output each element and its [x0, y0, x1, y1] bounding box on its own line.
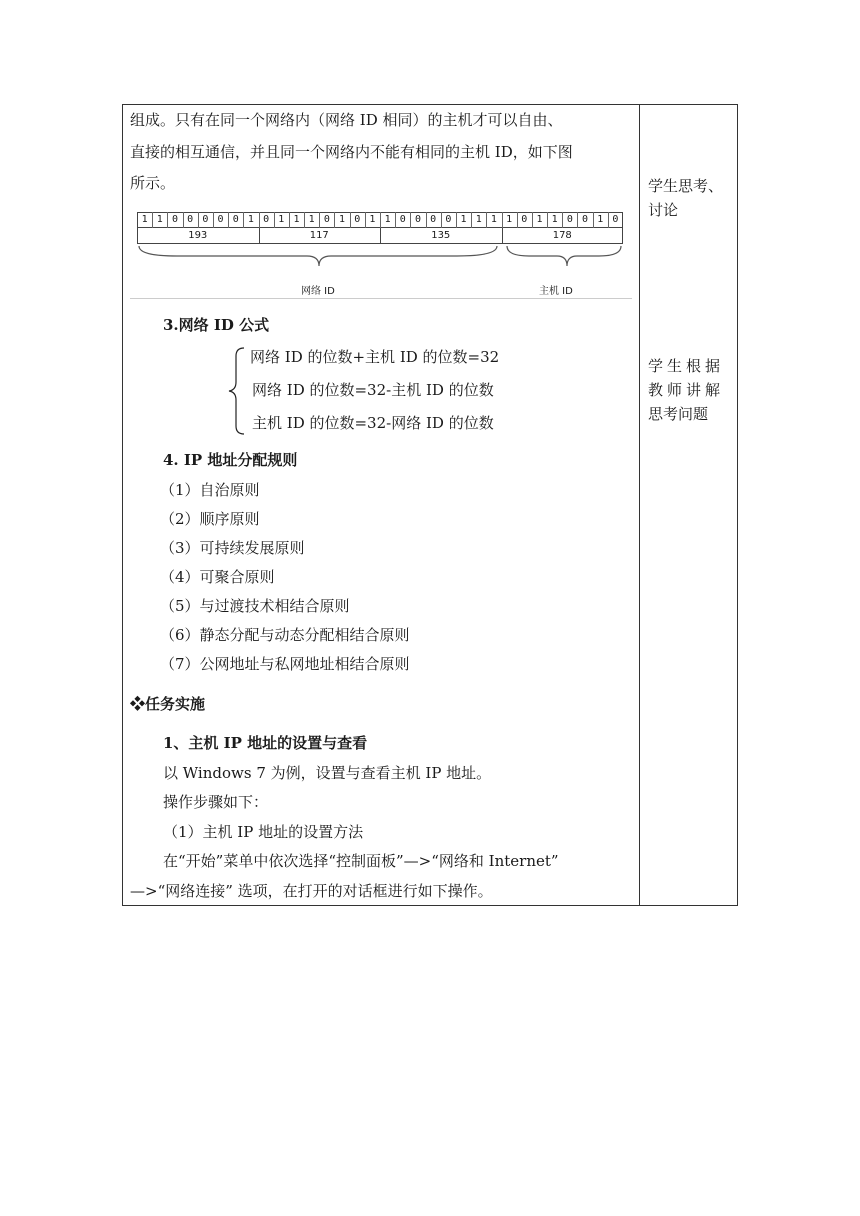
bit-cell: 0	[187, 214, 194, 225]
figure-bottom-line	[130, 298, 632, 299]
bit-separator	[334, 212, 335, 228]
octet-value: 135	[431, 230, 451, 241]
bit-cell: 0	[566, 214, 573, 225]
bit-cell: 0	[521, 214, 528, 225]
paragraph-4-line-2: —>“网络连接” 选项，在打开的对话框进行如下操作。	[130, 882, 493, 900]
bit-cell: 1	[308, 214, 315, 225]
bit-separator	[213, 212, 214, 228]
column-divider	[639, 104, 640, 906]
bit-separator	[410, 212, 411, 228]
bit-cell: 0	[217, 214, 224, 225]
brace-graphic	[137, 244, 623, 280]
bit-separator	[532, 212, 533, 228]
bit-cell: 0	[354, 214, 361, 225]
rule-item-3: （3）可持续发展原则	[160, 539, 305, 557]
bit-separator	[365, 212, 366, 228]
bit-cell: 1	[141, 214, 148, 225]
bit-separator	[152, 212, 153, 228]
rule-item-1: （1）自治原则	[160, 481, 260, 499]
bit-cell: 1	[156, 214, 163, 225]
bit-separator	[183, 212, 184, 228]
intro-line-2: 直接的相互通信，并且同一个网络内不能有相同的主机 ID，如下图	[130, 143, 573, 161]
bit-separator	[274, 212, 275, 228]
ip-bit-diagram	[137, 212, 623, 296]
bit-cell: 0	[399, 214, 406, 225]
bit-separator	[350, 212, 351, 228]
side-note-1-line-2: 讨论	[648, 201, 679, 219]
bit-cell: 0	[414, 214, 421, 225]
paragraph-4-line-1: 在“开始”菜单中依次选择“控制面板”—>“网络和 Internet”	[163, 852, 559, 870]
task-heading: ❖任务实施	[130, 695, 206, 713]
bit-cell: 0	[582, 214, 589, 225]
bit-cell: 1	[339, 214, 346, 225]
bit-separator	[471, 212, 472, 228]
rule-item-5: （5）与过渡技术相结合原则	[160, 597, 350, 615]
octet-separator	[380, 228, 381, 244]
bit-cell: 1	[597, 214, 604, 225]
bit-cell: 0	[202, 214, 209, 225]
bit-separator	[167, 212, 168, 228]
octet-value: 193	[188, 230, 208, 241]
formula-line-2: 网络 ID 的位数=32-主机 ID 的位数	[252, 381, 494, 399]
formula-line-1: 网络 ID 的位数+主机 ID 的位数=32	[250, 348, 500, 366]
bit-cell: 0	[232, 214, 239, 225]
bit-separator	[319, 212, 320, 228]
octet-separator	[502, 228, 503, 244]
bit-separator	[289, 212, 290, 228]
bit-separator	[426, 212, 427, 228]
bit-separator	[517, 212, 518, 228]
bit-separator	[502, 212, 503, 228]
paragraph-3: （1）主机 IP 地址的设置方法	[163, 823, 364, 841]
bit-cell: 1	[247, 214, 254, 225]
bit-separator	[228, 212, 229, 228]
formula-brace	[226, 346, 246, 436]
rule-item-6: （6）静态分配与动态分配相结合原则	[160, 626, 410, 644]
intro-line-1: 组成。只有在同一个网络内（网络 ID 相同）的主机才可以自由、	[130, 111, 563, 129]
bit-cell: 1	[551, 214, 558, 225]
side-note-2-line-1: 学生根据	[648, 357, 725, 375]
bit-separator	[198, 212, 199, 228]
bit-cell: 0	[612, 214, 619, 225]
paragraph-1: 以 Windows 7 为例，设置与查看主机 IP 地址。	[163, 764, 492, 782]
bit-separator	[577, 212, 578, 228]
bit-cell: 1	[384, 214, 391, 225]
side-note-2-line-2: 教师讲解	[648, 381, 725, 399]
network-id-label: 网络 ID	[301, 286, 335, 297]
bit-cell: 0	[263, 214, 270, 225]
formula-line-3: 主机 ID 的位数=32-网络 ID 的位数	[252, 414, 494, 432]
bit-cell: 1	[536, 214, 543, 225]
sub-heading: 1、主机 IP 地址的设置与查看	[163, 734, 368, 752]
bit-cell: 0	[323, 214, 330, 225]
side-note-2-line-3: 思考问题	[648, 405, 709, 423]
bit-separator	[562, 212, 563, 228]
bit-cell: 1	[475, 214, 482, 225]
octet-separator	[259, 228, 260, 244]
rules-heading: 4. IP 地址分配规则	[163, 451, 298, 469]
octet-value: 117	[309, 230, 329, 241]
bit-separator	[486, 212, 487, 228]
side-note-2	[648, 354, 732, 426]
bit-cell: 1	[490, 214, 497, 225]
bit-cell: 0	[445, 214, 452, 225]
bit-cell: 0	[430, 214, 437, 225]
bit-cell: 1	[506, 214, 513, 225]
bit-cell: 1	[278, 214, 285, 225]
paragraph-2: 操作步骤如下：	[163, 793, 269, 811]
formula-heading: 3.网络 ID 公式	[163, 316, 270, 334]
bit-separator	[259, 212, 260, 228]
bit-cell: 1	[369, 214, 376, 225]
bit-cell: 1	[460, 214, 467, 225]
side-note-1	[648, 174, 732, 222]
bit-separator	[547, 212, 548, 228]
octet-value: 178	[552, 230, 572, 241]
bit-cell: 1	[293, 214, 300, 225]
rule-item-7: （7）公网地址与私网地址相结合原则	[160, 655, 410, 673]
bit-separator	[456, 212, 457, 228]
bit-separator	[304, 212, 305, 228]
intro-line-3: 所示。	[130, 174, 176, 192]
bit-separator	[608, 212, 609, 228]
bit-separator	[395, 212, 396, 228]
side-note-1-line-1: 学生思考、	[648, 177, 724, 195]
bit-separator	[380, 212, 381, 228]
rule-item-2: （2）顺序原则	[160, 510, 260, 528]
host-id-label: 主机 ID	[539, 286, 573, 297]
rule-item-4: （4）可聚合原则	[160, 568, 275, 586]
bit-separator	[441, 212, 442, 228]
bit-separator	[243, 212, 244, 228]
bit-cell: 0	[171, 214, 178, 225]
bit-separator	[593, 212, 594, 228]
